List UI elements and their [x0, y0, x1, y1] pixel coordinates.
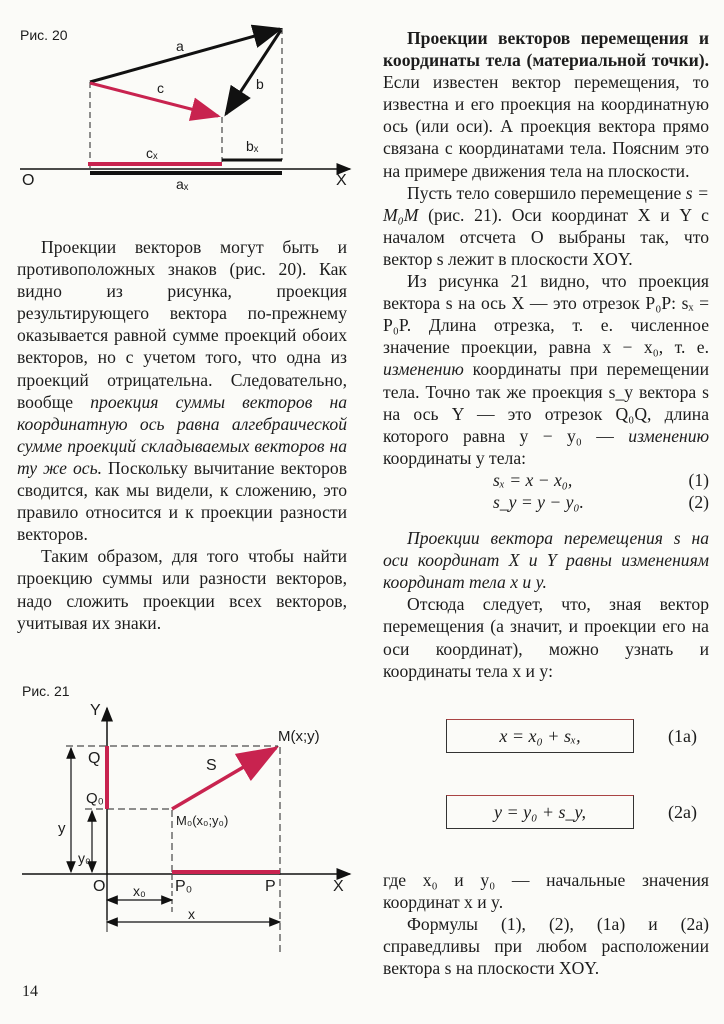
axis-y-label: Y	[90, 702, 101, 719]
boxed-formula-2a	[446, 795, 710, 829]
dimension-y0-label: y₀	[78, 850, 91, 866]
equation-number: (1a)	[668, 725, 697, 746]
paragraph-conclusion: Таким образом, для того чтобы найти проекцию суммы или разности векторов, надо сложить проекции всех векторов, учитывая их знаки.	[17, 546, 347, 633]
formula-box: x = x₀ + sₓ,	[446, 719, 634, 753]
right-column-bottom-text	[383, 869, 709, 979]
figure-20	[0, 0, 365, 200]
left-column-text	[17, 236, 347, 634]
dimension-x0-label: x₀	[133, 883, 146, 899]
equation-number: (2a)	[668, 801, 697, 822]
vector-b-label: b	[256, 76, 264, 92]
formula-box: y = y₀ + s_y,	[446, 795, 634, 829]
rule-italic: проекция суммы векторов на координатную ось равна алгебраической сумме проекций складываемых векторов на ту же ось.	[17, 391, 347, 478]
vector-s-label: S	[206, 757, 217, 774]
vector-a-label: a	[176, 38, 184, 54]
point-m-label: M(x;y)	[278, 728, 320, 745]
paragraph-initial-values: где x₀ и y₀ — начальные значения координат x и y.	[383, 870, 709, 913]
equation-number: (2)	[688, 491, 709, 512]
figure-20-label: Рис. 20	[20, 27, 68, 43]
paragraph-projection-signs: Проекции векторов могут быть и противоположных знаков (рис. 20). Как видно из рисунка, проекция результирующего вектора по-прежнему оказывается равной сумме проекций обоих векторов, но с учетом того, что одна из проекций отрицательна. Следовательно, вообще проекция суммы векторов на координатную ось равна алгебраической сумме проекций складываемых векторов на ту же ось. Поскольку вычитание векторов сводится, как мы видели, к сложению, это правило относится и к проекции разности векторов.	[17, 237, 347, 545]
equation-2: s_y = y − y₀. (2)	[493, 491, 709, 512]
paragraph-projection-explained: Из рисунка 21 видно, что проекция вектора s на ось X — это отрезок P₀P: sₓ = P₀P. Длина отрезка, т. е. численное значение проекции, равна x − x₀, т. е. изменению координаты при перемещении тела. Точно так же проекция s_y вектора s на ось Y — это отрезок Q₀Q, длина которого равна y − y₀ — изменению координаты y тела:	[383, 271, 709, 468]
projection-cx-label: cₓ	[146, 145, 158, 161]
rule-italic: Проекции вектора перемещения s на оси координат X и Y равны изменениям координат тела x и y.	[383, 528, 709, 593]
equation-1: sₓ = x − x₀, (1)	[493, 469, 709, 490]
origin-label: O	[93, 878, 106, 895]
page-number: 14	[22, 983, 38, 1000]
projection-bx-label: bₓ	[246, 138, 259, 154]
origin-label: O	[22, 172, 35, 189]
point-p0-label: P₀	[175, 878, 193, 895]
section-heading: Проекции векторов перемещения и координаты тела (материальной точки).	[383, 28, 709, 71]
figure-21	[0, 670, 365, 970]
point-q-label: Q	[88, 750, 101, 767]
paragraph-consequence: Отсюда следует, что, зная вектор перемещения (а значит, и проекции его на оси координат), можно узнать и координаты тела x и y:	[383, 594, 709, 681]
projection-ax-label: aₓ	[176, 176, 189, 192]
axis-x-label: X	[336, 172, 347, 189]
paragraph-displacement: Пусть тело совершило перемещение s = M₀M (рис. 21). Оси координат X и Y с началом отсчета O выбраны так, что вектор s лежит в плоскости XOY.	[383, 182, 709, 269]
equation-number: (1)	[688, 469, 709, 490]
paragraph-section-intro: Проекции векторов перемещения и координаты тела (материальной точки). Если известен вектор перемещения, то известна и его проекция на координатную ось (или оси). А проекция вектора прямо связана с координатами тела. Поясним это на примере движения тела на плоскости.	[383, 28, 709, 181]
point-q0-label: Q₀	[86, 790, 104, 807]
paragraph-formulas-valid: Формулы (1), (2), (1a) и (2a) справедливы при любом расположении вектора s на плоскости XOY.	[383, 914, 709, 979]
right-column-text	[383, 27, 709, 682]
axis-x-label: X	[333, 878, 344, 895]
point-p-label: P	[265, 878, 276, 895]
vector-c-label: c	[157, 80, 164, 96]
dimension-x-label: x	[188, 906, 195, 922]
figure-21-label: Рис. 21	[22, 683, 70, 699]
dimension-y-label: y	[58, 820, 66, 837]
boxed-formula-1a	[446, 719, 710, 753]
point-m0-label: M₀(x₀;y₀)	[176, 813, 229, 828]
displacement-formula: s = M₀M	[383, 182, 709, 225]
